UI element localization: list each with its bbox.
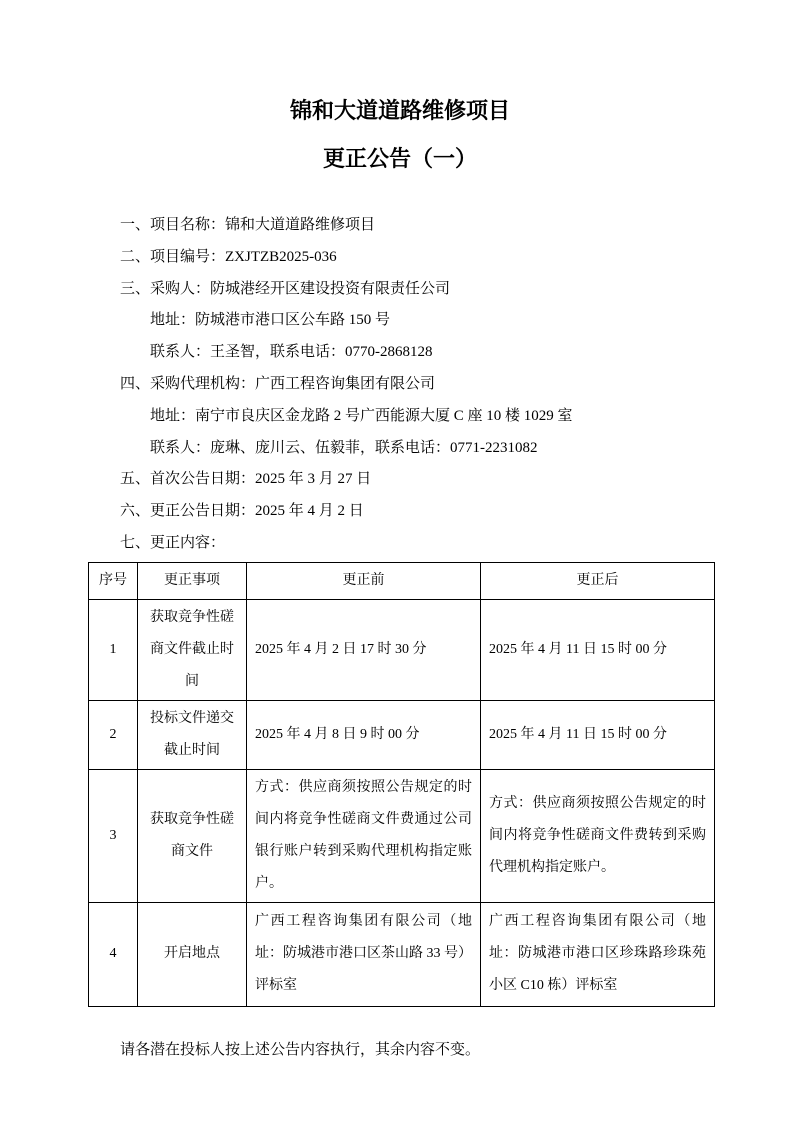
header-seq-no: 序号 (89, 562, 138, 599)
row1-before: 2025 年 4 月 2 日 17 时 30 分 (247, 599, 481, 700)
table-row (89, 902, 715, 1006)
row4-before: 广西工程咨询集团有限公司（地址：防城港市港口区茶山路 33 号）评标室 (247, 902, 481, 1006)
item-agency-contact: 联系人：庞琳、庞川云、伍毅菲，联系电话：0771-2231082 (150, 439, 538, 456)
row4-seq-no: 4 (89, 902, 138, 1006)
table-row (89, 700, 715, 769)
row1-correction-item: 获取竞争性磋商文件截止时间 (138, 599, 247, 700)
row3-correction-item: 获取竞争性磋商文件 (138, 769, 247, 902)
table-row (89, 769, 715, 902)
row3-seq-no: 3 (89, 769, 138, 902)
table-row (89, 599, 715, 700)
row2-before: 2025 年 4 月 8 日 9 时 00 分 (247, 700, 481, 769)
row2-after: 2025 年 4 月 11 日 15 时 00 分 (481, 700, 715, 769)
row2-seq-no: 2 (89, 700, 138, 769)
item-purchaser-address: 地址：防城港市港口区公车路 150 号 (150, 312, 391, 329)
document-title-line2: 更正公告（一） (322, 146, 477, 171)
item-project-number: 二、项目编号：ZXJTZB2025-036 (120, 248, 337, 265)
item-agency-address: 地址：南宁市良庆区金龙路 2 号广西能源大厦 C 座 10 楼 1029 室 (150, 407, 573, 424)
item-agency: 四、采购代理机构：广西工程咨询集团有限公司 (120, 375, 436, 392)
item-correction-content: 七、更正内容： (120, 534, 226, 551)
header-after-correction: 更正后 (481, 562, 715, 599)
item-project-name: 一、项目名称：锦和大道道路维修项目 (120, 217, 376, 233)
row1-after: 2025 年 4 月 11 日 15 时 00 分 (481, 599, 715, 700)
row4-correction-item: 开启地点 (138, 902, 247, 1006)
correction-table (88, 562, 715, 1007)
item-correction-date: 六、更正公告日期：2025 年 4 月 2 日 (120, 503, 364, 520)
row1-seq-no: 1 (89, 599, 138, 700)
header-correction-item: 更正事项 (138, 562, 247, 599)
row3-after: 方式：供应商须按照公告规定的时间内将竞争性磋商文件费转到采购代理机构指定账户。 (481, 769, 715, 902)
document-title-block (0, 0, 800, 174)
closing-statement: 请各潜在投标人按上述公告内容执行，其余内容不变。 (120, 1041, 481, 1058)
row3-before: 方式：供应商须按照公告规定的时间内将竞争性磋商文件费通过公司银行账户转到采购代理机构指定账户。 (247, 769, 481, 902)
info-list (120, 210, 720, 560)
row4-after: 广西工程咨询集团有限公司（地址：防城港市港口区珍珠路珍珠苑小区 C10 栋）评标室 (481, 902, 715, 1006)
item-first-announce-date: 五、首次公告日期：2025 年 3 月 27 日 (120, 471, 372, 488)
row2-correction-item: 投标文件递交截止时间 (138, 700, 247, 769)
item-purchaser: 三、采购人：防城港经开区建设投资有限责任公司 (120, 280, 451, 297)
item-purchaser-contact: 联系人：王圣智，联系电话：0770-2868128 (150, 344, 433, 361)
table-header-row (89, 562, 715, 599)
document-title-line1: 锦和大道道路维修项目 (289, 98, 510, 123)
header-before-correction: 更正前 (247, 562, 481, 599)
